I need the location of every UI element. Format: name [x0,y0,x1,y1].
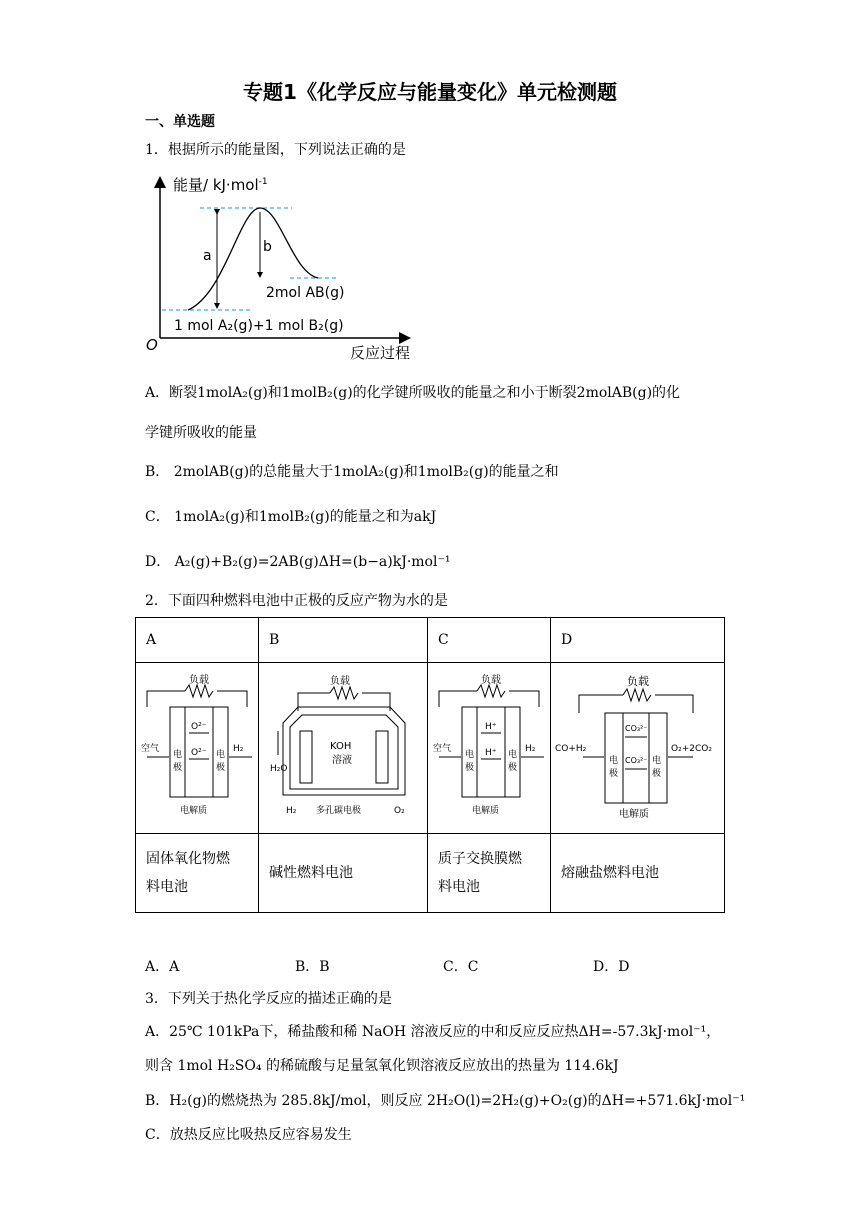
svg-text:电: 电 [608,756,618,766]
svg-text:极: 极 [651,769,661,779]
ion-label: O²⁻ [191,722,207,732]
q1-option-d: D． A₂(g)+B₂(g)=2AB(g)ΔH=(b−a)kJ·mol⁻¹ [145,554,451,570]
svg-text:电: 电 [508,750,518,760]
q2-stem: 2．下面四种燃料电池中正极的反应产物为水的是 [145,593,448,609]
svg-text:CO+H₂: CO+H₂ [554,744,586,754]
svg-text:负载: 负载 [481,675,501,686]
svg-text:极: 极 [465,763,475,773]
solid-oxide-cell-figure [137,671,257,821]
svg-text:负载: 负载 [626,675,649,688]
svg-text:电: 电 [465,750,475,760]
air-label: 空气 [141,744,160,754]
svg-text:KOH: KOH [330,741,352,752]
q2-option-c: C．C [443,959,479,975]
q1-stem: 1．根据所示的能量图，下列说法正确的是 [145,142,406,158]
q3-option-a-line1: A．25℃ 101kPa下，稀盐酸和稀 NaOH 溶液反应的中和反应反应热ΔH=-57.3kJ·mol⁻¹， [145,1024,721,1040]
svg-text:电: 电 [173,750,183,760]
x-axis-label: 反应过程 [350,344,411,362]
q3-option-b: B．H₂(g)的燃烧热为 285.8kJ/mol，则反应 2H₂O(l)=2H₂(g)+O₂(g)的ΔH=+571.6kJ·mol⁻¹ [145,1093,746,1109]
svg-text:O₂+2CO₂: O₂+2CO₂ [670,744,712,754]
electrolyte-label: 电解质 [180,806,208,816]
svg-text:H₂: H₂ [286,806,297,816]
svg-text:O²⁻: O²⁻ [191,748,207,758]
svg-text:CO₃²⁻: CO₃²⁻ [624,756,648,765]
svg-text:负载: 负载 [330,676,350,687]
svg-text:H⁺: H⁺ [485,748,497,758]
alkaline-cell-figure [268,671,418,821]
cell-diagram-c [428,663,551,834]
q1-option-b: B． 2molAB(g)的总能量大于1molA₂(g)和1molB₂(g)的能量之和 [145,464,559,480]
svg-text:极: 极 [173,763,183,773]
section-heading: 一、单选题 [145,114,215,130]
col-header-a: A [136,618,259,663]
product-label: 2mol AB(g) [266,285,345,301]
col-header-d: D [551,618,725,663]
cell-label-d: 熔融盐燃料电池 [551,834,725,913]
q3-stem: 3．下列关于热化学反应的描述正确的是 [145,991,392,1007]
svg-text:O₂: O₂ [394,806,405,816]
reactant-label: 1 mol A₂(g)+1 mol B₂(g) [174,318,344,334]
pem-cell-figure [429,671,549,821]
origin-label: O [146,336,158,354]
label-a: a [203,248,212,264]
svg-text:溶液: 溶液 [332,755,352,766]
h2-label: H₂ [233,744,244,754]
cell-diagram-d [551,663,725,834]
svg-text:极: 极 [608,769,618,779]
svg-text:多孔碳电极: 多孔碳电极 [316,806,362,816]
cell-diagram-a [136,663,259,834]
q1-option-c: C． 1molA₂(g)和1molB₂(g)的能量之和为akJ [145,509,437,525]
cell-diagram-b [259,663,428,834]
q2-option-a: A．A [145,959,180,975]
svg-text:电解质: 电解质 [618,809,649,820]
energy-diagram [140,172,430,364]
svg-text:电: 电 [651,756,661,766]
cell-label-b: 碱性燃料电池 [259,834,428,913]
q2-option-d: D．D [593,959,630,975]
q3-option-a-line2: 则含 1mol H₂SO₄ 的稀硫酸与足量氢氧化钡溶液反应放出的热量为 114.6kJ [145,1058,619,1074]
svg-text:极: 极 [216,763,226,773]
col-header-b: B [259,618,428,663]
load-label: 负载 [189,675,209,686]
cell-label-a: 固体氧化物燃 料电池 [136,834,259,913]
cell-label-c: 质子交换膜燃 料电池 [428,834,551,913]
label-b: b [263,239,272,255]
page-title: 专题1《化学反应与能量变化》单元检测题 [243,80,617,104]
svg-text:电: 电 [216,750,226,760]
q3-option-c: C．放热反应比吸热反应容易发生 [145,1127,352,1143]
y-axis-label: 能量/ kJ·mol$^{-1}$ [173,176,268,194]
col-header-c: C [428,618,551,663]
q1-option-a-line1: A．断裂1molA₂(g)和1molB₂(g)的化学键所吸收的能量之和小于断裂2molAB(g)的化 [145,385,681,401]
fuel-cell-table [135,617,725,913]
svg-text:H₂O: H₂O [270,764,288,774]
svg-text:CO₃²⁻: CO₃²⁻ [624,724,648,733]
svg-text:H₂: H₂ [525,744,536,754]
svg-text:空气: 空气 [433,744,452,754]
svg-text:电解质: 电解质 [472,806,500,816]
svg-text:极: 极 [508,763,518,773]
molten-salt-cell-figure [553,671,723,821]
svg-text:H⁺: H⁺ [485,722,497,732]
q2-option-b: B．B [295,959,330,975]
q1-option-a-line2: 学键所吸收的能量 [145,425,257,441]
